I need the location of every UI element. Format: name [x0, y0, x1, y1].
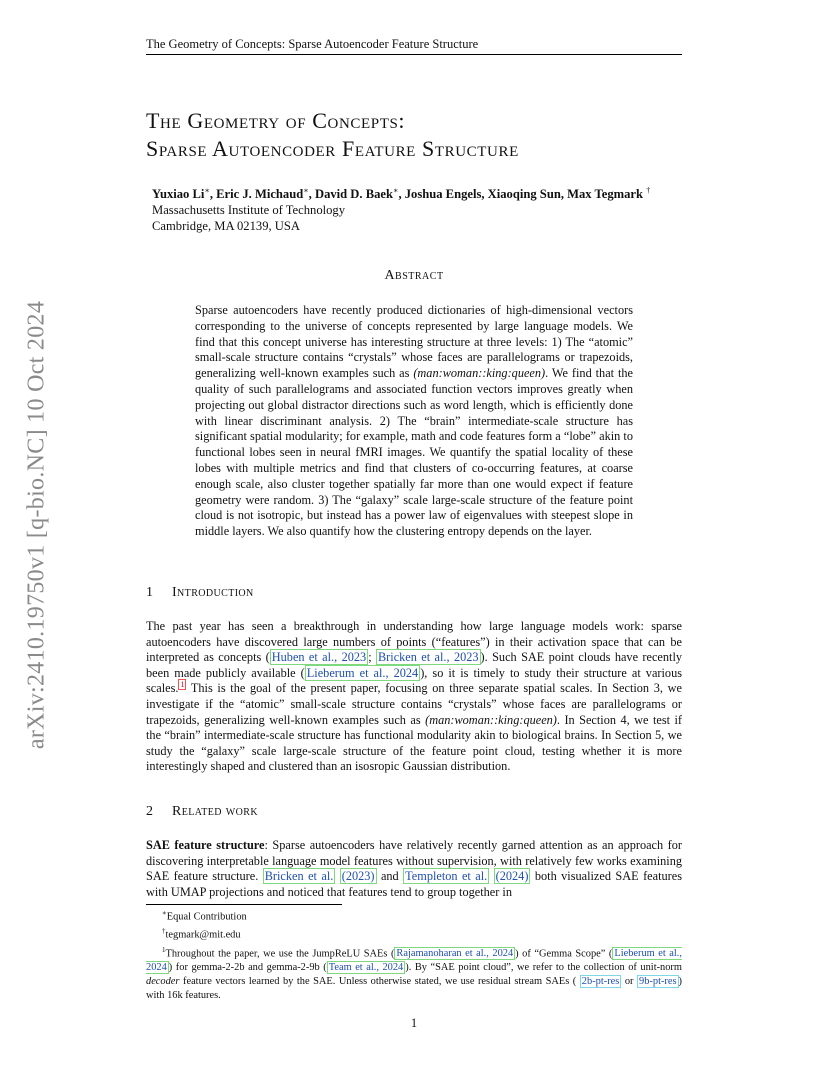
author-names: Yuxiao Li∗, Eric J. Michaud∗, David D. Baek∗, Joshua Engels, Xiaoqing Sun, Max Tegmark † — [152, 186, 651, 202]
paper-title — [146, 107, 706, 163]
text: . In Section 4, we test if the “brain” intermediate-scale structure has functional modularity akin to biological brains. In Section 5, we study the “galaxy” scale large-scale structure of the feature point cloud, testing whether it is more interestingly shaped and clustered than an isosropic Gaussian distribution. — [146, 712, 682, 774]
text: and — [376, 869, 404, 884]
citation-link[interactable]: Lieberum et al., 2024 — [306, 665, 419, 680]
abstract-heading: Abstract — [384, 268, 444, 283]
section-title: Introduction — [172, 585, 254, 600]
citation-year-link[interactable]: (2024) — [495, 869, 529, 884]
text: ). By “SAE point cloud”, we refer to the collection of unit-norm — [405, 962, 682, 974]
emphasis: decoder — [146, 976, 180, 988]
equal-contribution-mark: ∗ — [393, 186, 399, 195]
section-number: 2 — [146, 804, 154, 819]
sae-link-9b[interactable]: 9b-pt-res — [639, 976, 677, 988]
citation-link[interactable]: Bricken et al. — [264, 869, 334, 884]
arxiv-sidebar — [22, 275, 52, 775]
footnotes — [146, 906, 682, 1003]
related-work-paragraph — [146, 838, 682, 900]
citation-link[interactable]: Huben et al., 2023 — [271, 650, 367, 665]
section-title: Related work — [172, 804, 258, 819]
text: ) of “Gemma Scope” ( — [515, 948, 613, 960]
footnote-text: Equal Contribution — [166, 911, 247, 923]
abstract-part-1: Sparse autoencoders have recently produced dictionaries of high-dimensional vectors corresponding to the universe of concepts represented by large language models. We find that this concept universe has interesting structure at three levels: 1) The “atomic” small-scale structure contains “crystals” whose faces are parallelograms or trapezoids, generalizing well-known examples such as — [195, 303, 633, 381]
abstract-text — [195, 303, 633, 540]
text: ; — [368, 650, 376, 665]
footnote-equal-contribution — [146, 906, 682, 924]
citation-link[interactable]: Templeton et al. — [405, 869, 488, 884]
running-head: The Geometry of Concepts: Sparse Autoencoder Feature Structure — [146, 37, 479, 51]
title-line-2: Sparse Autoencoder Feature Structure — [146, 136, 519, 161]
address: Cambridge, MA 02139, USA — [152, 219, 300, 234]
sae-link-2b[interactable]: 2b-pt-res — [581, 976, 620, 988]
analogy-example: (man:woman::king:queen) — [425, 712, 557, 727]
author-3: David D. Baek — [314, 187, 393, 202]
equal-contribution-mark: ∗ — [204, 186, 210, 195]
abstract-example: (man:woman::king:queen) — [413, 366, 546, 381]
text: : Sparse autoencoders have relatively recently garned attention as an approach for discovering interpretable language model features without supervision, with relatively few works examining SAE feature structure. — [146, 838, 682, 884]
affiliation: Massachusetts Institute of Technology — [152, 203, 346, 218]
arxiv-identifier: arXiv:2410.19750v1 [q-bio.NC] 10 Oct 2024 — [23, 300, 50, 750]
text: The past year has seen a breakthrough in understanding how large language models work: sparse autoencoders have discovered large numbers of points (“features”) in their activation space that can be interpreted as concepts ( — [146, 619, 682, 665]
abstract-part-2: . We find that the quality of such parallelograms and associated function vectors improves greatly when projecting out global distractor directions such as word length, which is efficiently done with linear discriminant analysis. 2) The “brain” intermediate-scale structure has significant spatial modularity; for example, math and code features form a “lobe” akin to functional lobes seen in neural fMRI images. We quantify the spatial locality of these lobes with multiple metrics and find that clusters of co-occurring features, at coarse enough scale, also cluster together spatially far more than one would expect if feature geometry were random. 3) The “galaxy” scale large-scale structure of the feature point cloud is not isotropic, but instead has a power law of eigenvalues with steepest slope in middle layers. We also quantify how the clustering entropy depends on the layer. — [195, 366, 634, 539]
section-number: 1 — [146, 585, 154, 600]
author-rest: Joshua Engels, Xiaoqing Sun, Max Tegmark — [404, 187, 644, 202]
citation-link[interactable]: Rajamanoharan et al., 2024 — [396, 948, 514, 960]
page-number: 1 — [410, 1016, 418, 1030]
footnote-rule — [146, 904, 342, 905]
text: both visualized SAE features with UMAP projections and noticed that features tend to group together in — [146, 869, 682, 899]
text: ) for gemma-2-2b and gemma-2-9b ( — [168, 962, 327, 974]
title-line-1: The Geometry of Concepts: — [146, 108, 406, 133]
citation-link[interactable]: Team et al., 2024 — [328, 962, 404, 974]
text: ), so it is timely to study their structure at various scales. — [146, 665, 682, 696]
text: This is the goal of the present paper, focusing on three separate spatial scales. In Section 3, we investigate if the “atomic” small-scale structure contains “crystals” whose faces are parallelograms or trapezoids, generalizing well-known examples such as — [146, 681, 682, 727]
equal-contribution-mark: ∗ — [303, 186, 309, 195]
email-text: tegmark@mit.edu — [165, 929, 241, 941]
corresponding-mark: † — [646, 186, 651, 195]
text: Throughout the paper, we use the JumpReLU SAEs ( — [165, 948, 395, 960]
footnote-mark: † — [162, 927, 166, 936]
footnote-mark: 1 — [162, 945, 166, 954]
author-2: Eric J. Michaud — [216, 187, 304, 202]
citation-link[interactable]: Bricken et al., 2023 — [377, 650, 479, 665]
footnote-link[interactable]: 1 — [180, 680, 185, 690]
citation-year-link[interactable]: (2023) — [341, 869, 375, 884]
section-heading-related-work — [146, 804, 258, 820]
citation-link[interactable]: Lieberum et al., 2024 — [146, 948, 682, 974]
section-heading-introduction — [146, 585, 254, 601]
author-1: Yuxiao Li — [152, 187, 205, 202]
text: ). Such SAE point clouds have recently been made publicly available ( — [146, 650, 683, 680]
text: feature vectors learned by the SAE. Unless otherwise stated, we use residual stream SAEs ( — [179, 976, 580, 988]
introduction-paragraph — [146, 619, 682, 775]
text: ) with 16k features. — [146, 976, 683, 1002]
footnote-email — [146, 924, 682, 942]
paragraph-lead: SAE feature structure — [146, 838, 265, 852]
footnote-mark: ∗ — [162, 909, 167, 917]
text: or — [621, 976, 638, 988]
footnote-1 — [146, 943, 682, 1003]
header-rule — [146, 54, 682, 55]
author-block — [152, 183, 692, 234]
